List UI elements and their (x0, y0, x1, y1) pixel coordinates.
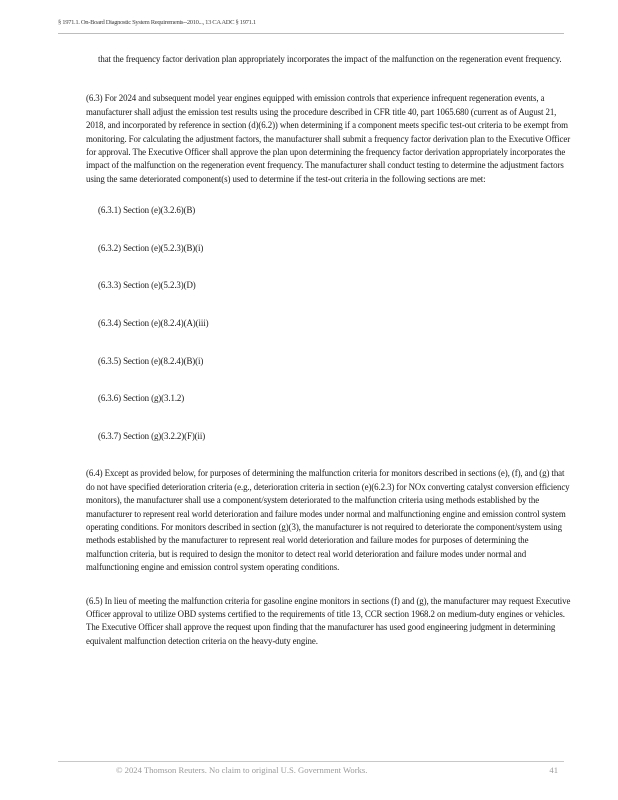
list-item: (6.3.6) Section (g)(3.1.2) (98, 393, 185, 404)
list-item: (6.3.1) Section (e)(3.2.6)(B) (98, 205, 196, 216)
list-item: (6.3.4) Section (e)(8.2.4)(A)(iii) (98, 318, 209, 329)
list-item: (6.3.7) Section (g)(3.2.2)(F)(ii) (98, 430, 206, 441)
list-item: (6.3.2) Section (e)(5.2.3)(B)(i) (98, 242, 204, 253)
page-number: 41 (549, 765, 558, 775)
document-body (86, 53, 572, 648)
subsection-list (86, 204, 572, 443)
paragraph-6-4: (6.4) Except as provided below, for purposes of determining the malfunction criteria for monitors described in sections (e), (f), and (g) that do not have specified deterioration criteria (e.g., deterioration criteria in section (e)(6.2.3) for NOx converting catalyst conversion efficiency monitors), the manufacturer shall use a component/system deteriorated to the malfunction criteria using methods established by the manufacturer to represent real world deterioration and failure modes under normal and malfunctioning engine and emission control system operating conditions. For monitors described in section (g)(3), the manufacturer is not required to deteriorate the component/system using methods established by the manufacturer to represent real world deterioration and failure modes for purposes of determining the malfunction criteria, but is required to design the monitor to detect real world deterioration and failure modes under normal and malfunctioning engine and emission control system operating conditions. (86, 468, 570, 573)
copyright-notice: © 2024 Thomson Reuters. No claim to original U.S. Government Works. (116, 765, 368, 775)
continuation-paragraph: that the frequency factor derivation plan appropriately incorporates the impact of the malfunction on the regeneration event frequency. (98, 54, 562, 64)
list-item: (6.3.3) Section (e)(5.2.3)(D) (98, 280, 196, 291)
list-item: (6.3.5) Section (e)(8.2.4)(B)(i) (98, 355, 204, 366)
paragraph-6-5: (6.5) In lieu of meeting the malfunction criteria for gasoline engine monitors in sections (f) and (g), the manufacturer may request Executive Officer approval to utilize OBD systems certified to the requirements of title 13, CCR section 1968.2 on medium-duty engines or vehicles. The Executive Officer shall approve the request upon finding that the manufacturer has used good engineering judgment in determining equivalent malfunction detection criteria on the heavy-duty engine. (86, 595, 571, 646)
header-divider (58, 33, 564, 34)
paragraph-6-3: (6.3) For 2024 and subsequent model year engines equipped with emission controls that experience infrequent regeneration events, a manufacturer shall adjust the emission test results using the procedure described in CFR title 40, part 1065.680 (current as of August 21, 2018, and incorporated by reference in section (d)(6.2)) when determining if a component meets specific test-out criteria to be exempt from monitoring. For calculating the adjustment factors, the manufacturer shall submit a frequency factor derivation plan to the Executive Officer for approval. The Executive Officer shall approve the plan upon determining the frequency factor derivation appropriately incorporates the impact of the malfunction on the regeneration event frequency. The manufacturer shall conduct testing to determine the adjustment factors using the same deteriorated component(s) used to determine if the test-out criteria in the following sections are met: (86, 93, 571, 184)
running-header: § 1971.1. On-Board Diagnostic System Requirements--2010..., 13 CA ADC § 1971.1 (58, 19, 256, 26)
footer-divider (58, 761, 564, 762)
